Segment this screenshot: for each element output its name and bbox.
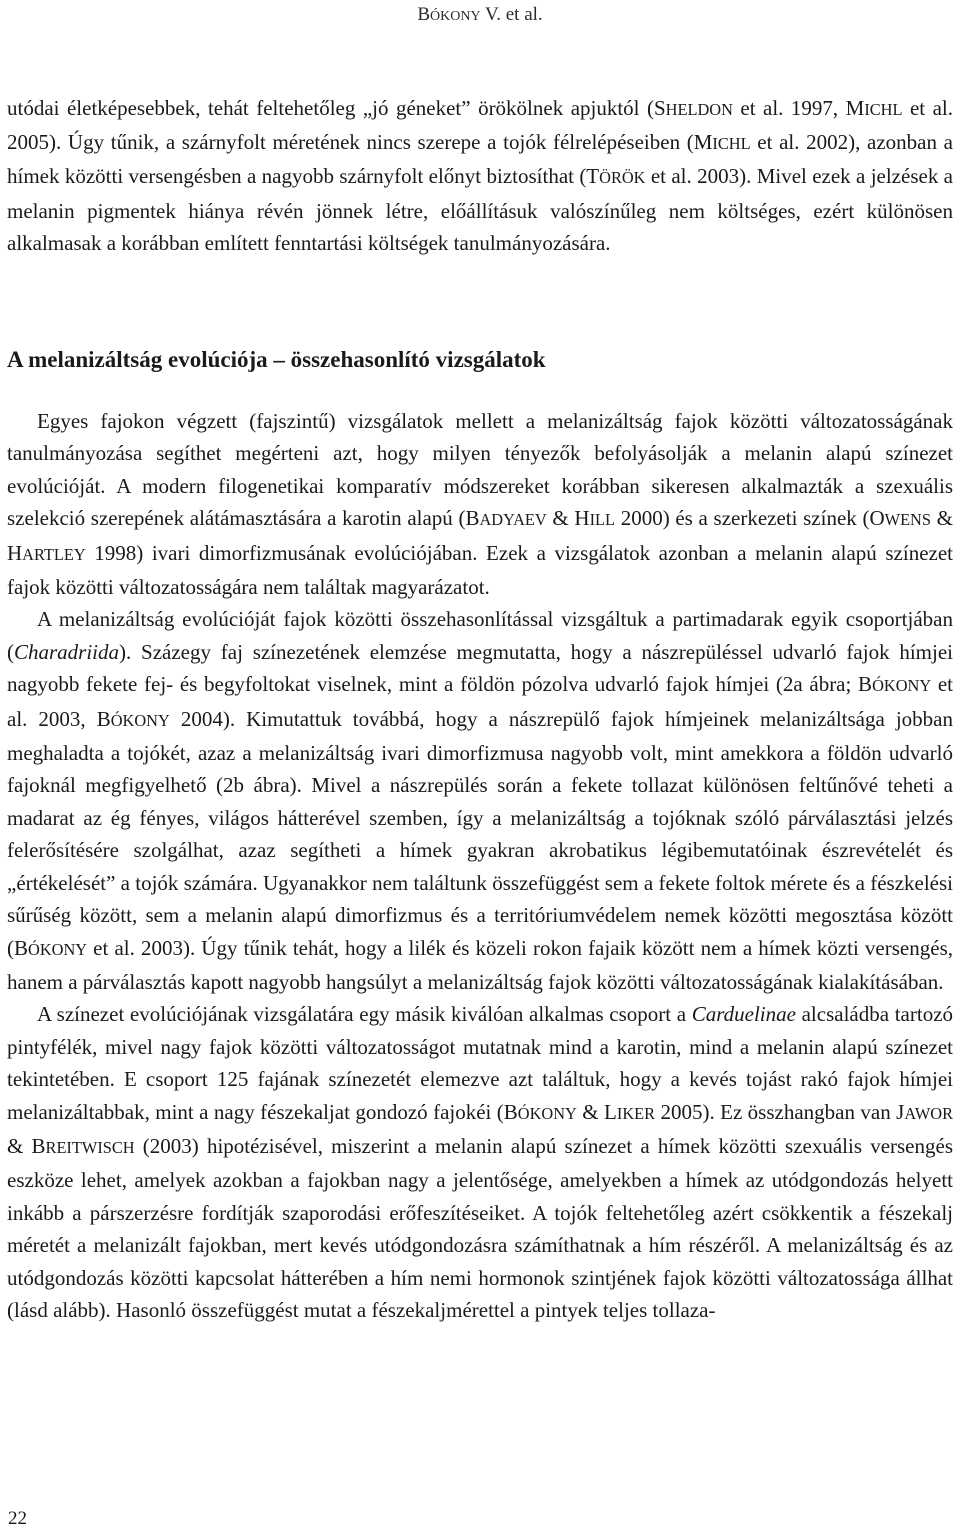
author-smallcaps: ICHL <box>864 100 903 119</box>
text-run: 2005). Ez összhangban van J <box>655 1099 905 1124</box>
text-run: et al. 2003). Úgy tűnik tehát, hogy a lilék és közeli rokon fajaik között nem a hímek közti versengés, hanem a párválasztás kapott nagyobb hangsúlyt a melanizáltság fajok közötti változatosságának kialakításában. <box>7 935 953 994</box>
text-run: & H <box>7 506 953 565</box>
section-body <box>7 405 953 1326</box>
text-run: utódai életképesebbek, tehát feltehetőleg „jó géneket” örökölnek apjuktól (S <box>7 96 666 120</box>
author-smallcaps: REITWISCH <box>45 1137 135 1157</box>
author-smallcaps: HELDON <box>665 100 733 119</box>
text-run: et al. 1997, M <box>732 96 865 120</box>
taxon-italic: Charadriida <box>14 639 120 664</box>
text-run: et al. 2005). Úgy tűnik, a szárnyfolt méretének nincs szerepe a tojók félrelépéseiben (M <box>7 96 953 155</box>
paragraph-3 <box>7 998 953 1326</box>
running-head-initial: B <box>417 4 430 25</box>
running-head-suffix: V. et al. <box>480 4 543 25</box>
text-run: et al. 2002), azonban a hímek közötti versengésben a nagyobb szárnyfolt előnyt biztosíthat (T <box>7 130 953 189</box>
author-smallcaps: ARTLEY <box>22 544 86 564</box>
author-smallcaps: ÓKONY <box>872 676 932 696</box>
text-run: Egyes fajokon végzett (fajszintű) vizsgálatok mellett a melanizáltság fajok közötti változatosságának tanulmányozása segíthet megérteni azt, hogy milyen tényezők befolyásolják a melanin alapú színezet evolúcióját. A modern filogenetikai komparatív módszereket korábban sikeresen alkalmazták a szexuális szelekció szerepének alátámasztására a karotin alapú (B <box>7 409 953 531</box>
text-run: ). Százegy faj színezetének elemzése megmutatta, hogy a nászrepüléssel udvarló fajok hímjei nagyobb fekete fej- és begyfoltokat viselnek, mint a földön pózolva udvarló fajok hímjei (2a ábra; B <box>7 639 953 697</box>
author-smallcaps: ILL <box>589 510 616 530</box>
text-run: & B <box>7 1133 46 1158</box>
text-run: (2003) hipotézisével, miszerint a melanin alapú színezet a hímek közötti szexuális versengés eszköze lehet, amelyek azokban a fajokban nagy a jelentősége, amelyekben a hímek az utódgondozás helyett inkább a párszerzésre fordítják szaporodási erőfeszítéseiket. A tojók feltehetőleg azért csökkentik a fészekalj méretét a melanizált fajokban, mert kevés utódgondozásra számíthatnak a hím részéről. A melanizáltság és az utódgondozás közötti kapcsolat hátterében a hím nemi hormonok szintjének fajok közötti változatossága állhat (lásd alább). Hasonló összefüggést mutat a fészekaljmérettel a pintyek teljes tollaza- <box>7 1133 953 1322</box>
paragraph-2 <box>7 603 953 998</box>
author-smallcaps: WENS <box>884 510 931 530</box>
text-run: & H <box>546 506 590 531</box>
text-run: et al. 2003, B <box>7 672 953 731</box>
continued-paragraph <box>7 92 953 259</box>
running-head <box>0 4 960 26</box>
author-smallcaps: ÓKONY <box>28 939 88 959</box>
text-run: alcsaládba tartozó pintyfélék, mivel nagy fajok közötti változatosságot mutatnak mind a karotin, mind a melanin alapú színezet tekintetében. E csoport 125 fajának színezetét elemezve azt találtuk, hogy a kevés tojást rakó fajok hímjei melanizáltabbak, mint a nagy fészekaljat gondozó fajokéi (B <box>7 1002 954 1124</box>
text-run: 2000) és a szerkezeti színek (O <box>615 506 885 531</box>
text-run: 2004). Kimutattuk továbbá, hogy a nászrepülő fajok hímjeinek melanizáltsága jobban meghaladta a tojókét, azaz a melanizáltság ivari dimorfizmusa nagyobb volt, mint amekkora a földön udvarló fajoknál megfigyelhető (2b ábra). Mivel a nászrepülés során a fekete tollazat különösen feltűnővé teheti a madarat az ég fényes, világos hátterével szemben, így a melanizáltság a tojóknak szóló párválasztási jelzés felerősítésére szolgálhat, azaz segítheti a hímek gyakran akrobatikus légibemutatóinak észrevételét és „értékelését” a tojók számára. Ugyanakkor nem találtunk összefüggést sem a fekete foltok mérete és a fészkelési sűrűség között, sem a melanin alapú dimorfizmus és a territóriumvédelem nemek közötti megosztása között (B <box>7 706 953 960</box>
text-run: & L <box>576 1099 617 1124</box>
text-run: et al. 2003). Mivel ezek a jelzések a melanin pigmentek hiánya révén jönnek létre, előállításuk valószínűleg nem költséges, ezért különösen alkalmasak a korábban említett fenntartási költségek tanulmányozására. <box>7 164 953 255</box>
author-smallcaps: AWOR <box>904 1103 953 1123</box>
author-smallcaps: ADYAEV <box>479 510 547 530</box>
author-smallcaps: ICHL <box>712 134 751 154</box>
text-run: 1998) ivari dimorfizmusának evolúciójában. Ezek a vizsgálatok azonban a melanin alapú színezet fajok közötti változatosságára nem találtak magyarázatot. <box>7 540 953 600</box>
author-smallcaps: ÓKONY <box>110 710 170 730</box>
paragraph-1 <box>7 405 953 603</box>
section-title: A melanizáltság evolúciója – összehasonlító vizsgálatok <box>7 347 546 372</box>
running-head-author: ÓKONY <box>430 9 481 24</box>
author-smallcaps: ÖRÖK <box>599 168 646 188</box>
page-number: 22 <box>8 1508 27 1529</box>
author-smallcaps: ÓKONY <box>517 1103 577 1123</box>
text-run: A melanizáltság evolúcióját fajok közötti összehasonlítással vizsgáltuk a partimadarak egyik csoportjában ( <box>7 607 953 664</box>
author-smallcaps: IKER <box>616 1103 656 1123</box>
taxon-italic: Carduelinae <box>691 1002 796 1027</box>
text-run: A színezet evolúciójának vizsgálatára egy másik kiválóan alkalmas csoport a <box>37 1002 692 1027</box>
